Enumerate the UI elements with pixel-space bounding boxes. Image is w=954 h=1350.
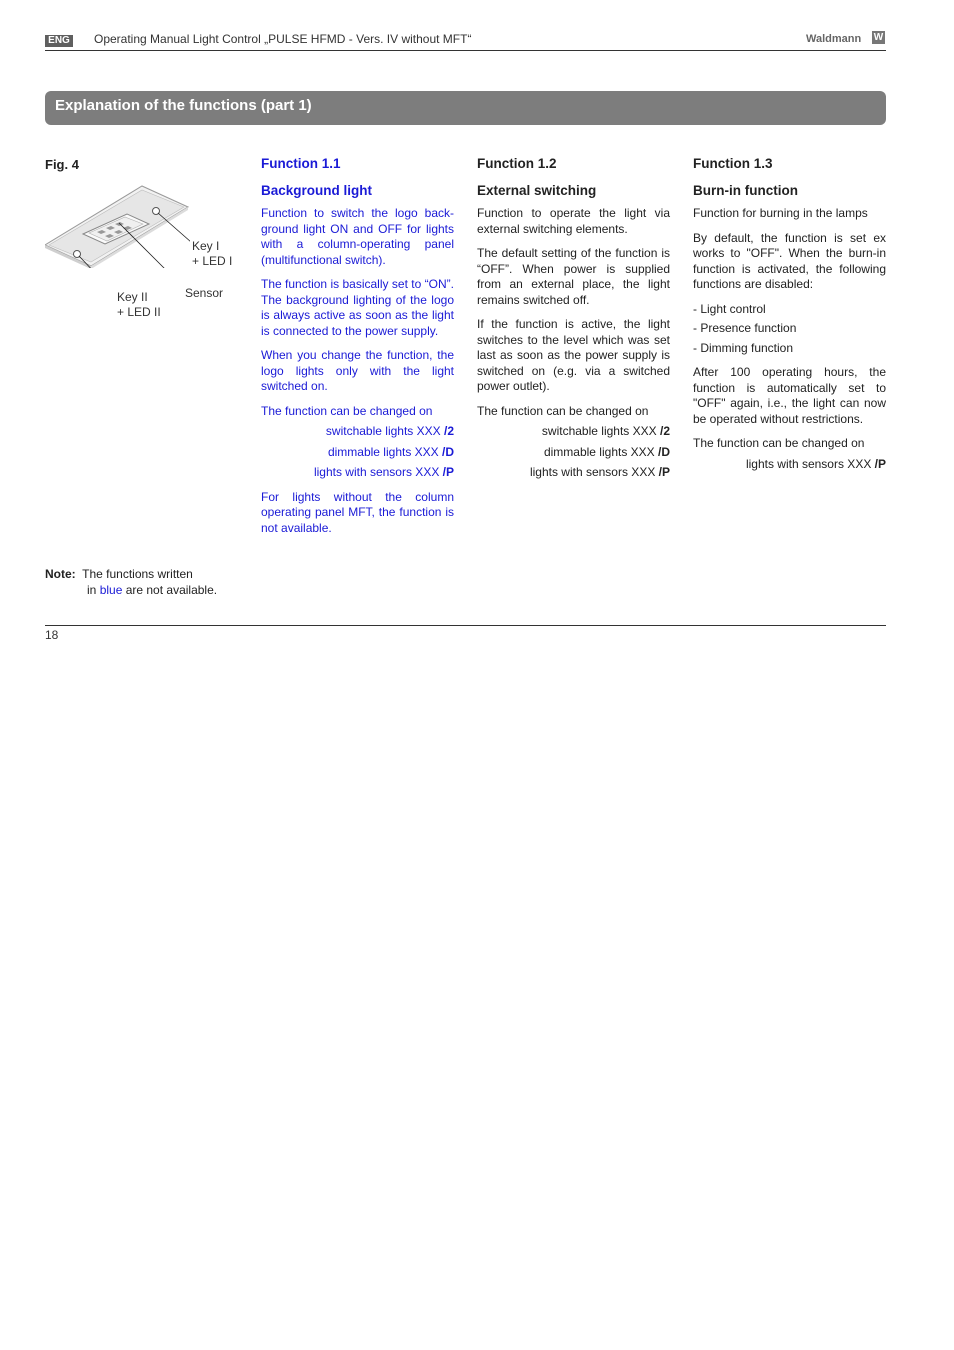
paragraph: By default, the function is set ex works to "OFF". When the burn-in function is activated, the following functions are disabled: <box>693 230 886 291</box>
footer-divider <box>45 625 886 626</box>
light-type-code: /D <box>658 444 670 459</box>
paragraph: For lights without the column operating panel MFT, the function is not available. <box>261 489 454 535</box>
paragraph: If the function is active, the light switches to the level which was set last as soon as the power supply is switched on (e.g. via a switched power outlet). <box>477 317 670 393</box>
header-divider <box>45 50 886 51</box>
list-item: - Presence function <box>693 321 797 335</box>
light-type-item <box>261 445 454 461</box>
light-type-label: lights with sensors XXX <box>313 465 443 479</box>
availability-note <box>45 567 217 598</box>
light-type-code: /P <box>874 456 886 471</box>
note-text: are not available. <box>122 582 218 597</box>
light-type-code: /P <box>658 465 670 479</box>
callout-led-1: + LED I <box>192 254 233 268</box>
callout-sensor: Sensor <box>185 286 224 300</box>
figure-label: Fig. 4 <box>45 157 79 172</box>
function-subtitle: Background light <box>261 182 372 198</box>
function-title: Function 1.1 <box>261 156 341 171</box>
brand-name: Waldmann <box>806 33 862 45</box>
paragraph: When you change the function, the logo lights only with the light switched on. <box>261 348 454 393</box>
light-type-item <box>693 457 886 473</box>
brand-logo: W <box>873 32 884 43</box>
paragraph: After 100 operating hours, the function is automatically set to "OFF" again, i.e., the light can now be operated without restrictions. <box>693 365 886 426</box>
paragraph: Function to operate the light via external switching elements. <box>477 206 670 236</box>
light-type-code: /2 <box>659 424 670 438</box>
light-type-label: switchable lights XXX <box>325 424 444 438</box>
control-panel-illustration <box>45 183 190 268</box>
function-1-2-column <box>477 156 670 486</box>
light-type-item <box>261 424 454 440</box>
paragraph: The function can be changed on <box>693 436 865 450</box>
light-type-label: dimmable lights XXX <box>327 444 442 459</box>
document-title: Operating Manual Light Control „PULSE HFMD - Vers. IV without MFT“ <box>94 32 472 46</box>
light-type-item <box>477 424 670 440</box>
section-title: Explanation of the functions (part 1) <box>45 91 886 125</box>
note-label: Note: <box>45 567 76 581</box>
light-type-item <box>261 465 454 481</box>
function-subtitle: External switching <box>477 182 597 198</box>
function-title: Function 1.2 <box>477 156 557 171</box>
paragraph: The function can be changed on <box>261 403 433 418</box>
paragraph: Function to switch the logo back-ground light ON and OFF for lights with a column-operating panel (multifunctional switch). <box>261 206 454 267</box>
note-text: in <box>87 582 100 597</box>
disabled-functions-list <box>693 302 886 357</box>
light-type-code: /P <box>442 465 454 479</box>
paragraph: The default setting of the function is “OFF”. When power is supplied from an external place, the light remains switched off. <box>477 246 670 307</box>
light-type-item <box>477 445 670 461</box>
note-text: The functions written <box>82 567 193 581</box>
callout-key-1: Key I <box>192 239 220 253</box>
callout-key-2: Key II <box>117 290 148 304</box>
light-type-label: dimmable lights XXX <box>543 444 658 459</box>
function-1-3-column <box>693 156 886 477</box>
list-item: - Light control <box>693 301 766 316</box>
callout-led-2: + LED II <box>117 305 161 319</box>
paragraph: The function can be changed on <box>477 403 649 418</box>
note-blue-word: blue <box>99 582 123 597</box>
light-type-label: switchable lights XXX <box>541 424 660 438</box>
list-item: - Dimming function <box>693 340 794 355</box>
paragraph: The function is basically set to “ON”. The background lighting of the logo is always active as soon as the light is connected to the power supply. <box>261 277 454 338</box>
page-number: 18 <box>45 628 59 642</box>
light-type-label: lights with sensors XXX <box>745 456 875 471</box>
light-type-item <box>477 465 670 481</box>
function-subtitle: Burn-in function <box>693 182 798 198</box>
light-type-label: lights with sensors XXX <box>529 465 659 479</box>
language-badge: ENG <box>45 35 73 47</box>
paragraph: Function for burning in the lamps <box>693 206 868 220</box>
light-type-code: /2 <box>443 424 454 438</box>
function-1-1-column <box>261 156 454 545</box>
light-type-code: /D <box>442 444 454 459</box>
function-title: Function 1.3 <box>693 156 773 171</box>
